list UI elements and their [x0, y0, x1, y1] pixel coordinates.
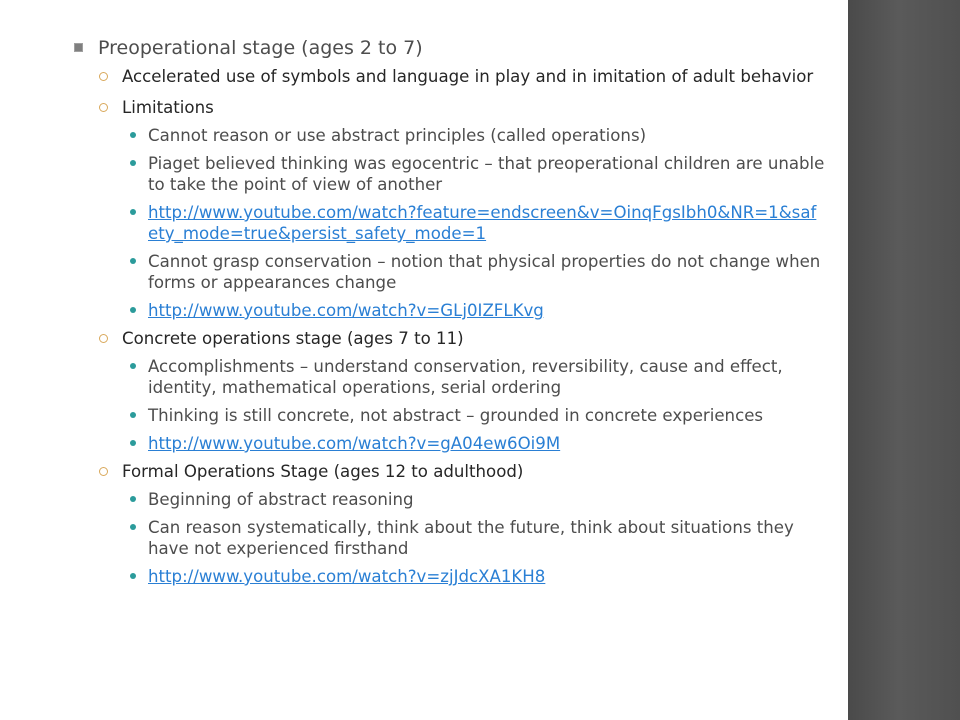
ring-bullet-icon	[99, 103, 108, 112]
item-text: Limitations	[122, 98, 214, 117]
video-link[interactable]: http://www.youtube.com/watch?v=GLj0IZFLKvg	[148, 301, 544, 320]
item-text: Can reason systematically, think about the future, think about situations they have not experienced firsthand	[148, 518, 794, 558]
list-item	[74, 517, 826, 559]
list-item	[74, 566, 826, 587]
item-text: Thinking is still concrete, not abstract – grounded in concrete experiences	[148, 406, 764, 425]
dot-bullet-icon	[130, 258, 136, 264]
list-item	[74, 433, 826, 454]
dot-bullet-icon	[130, 573, 136, 579]
list-item	[74, 300, 826, 321]
list-item	[74, 461, 826, 482]
item-text: Accomplishments – understand conservation, reversibility, cause and effect, identity, mathematical operations, serial ordering	[148, 357, 783, 397]
dot-bullet-icon	[130, 412, 136, 418]
ring-bullet-icon	[99, 334, 108, 343]
heading-text: Preoperational stage (ages 2 to 7)	[98, 37, 423, 59]
list-item	[74, 66, 826, 87]
video-link[interactable]: http://www.youtube.com/watch?v=gA04ew6Oi9M	[148, 434, 561, 453]
dot-bullet-icon	[130, 496, 136, 502]
dot-bullet-icon	[130, 160, 136, 166]
video-link[interactable]: http://www.youtube.com/watch?v=zjJdcXA1KH8	[148, 567, 546, 586]
item-text: Beginning of abstract reasoning	[148, 490, 414, 509]
item-text: Accelerated use of symbols and language in play and in imitation of adult behavior	[122, 67, 814, 86]
item-text: Concrete operations stage (ages 7 to 11)	[122, 329, 464, 348]
dot-bullet-icon	[130, 132, 136, 138]
list-item	[74, 251, 826, 293]
item-text: Cannot reason or use abstract principles (called operations)	[148, 126, 647, 145]
ring-bullet-icon	[99, 467, 108, 476]
dot-bullet-icon	[130, 307, 136, 313]
dot-bullet-icon	[130, 524, 136, 530]
heading-item	[74, 36, 826, 60]
dot-bullet-icon	[130, 363, 136, 369]
list-item	[74, 328, 826, 349]
list-item	[74, 405, 826, 426]
dot-bullet-icon	[130, 440, 136, 446]
item-text: Cannot grasp conservation – notion that physical properties do not change when forms or appearances change	[148, 252, 821, 292]
list-item	[74, 489, 826, 510]
ring-bullet-icon	[99, 72, 108, 81]
list-item	[74, 125, 826, 146]
side-panel	[848, 0, 960, 720]
list-item	[74, 97, 826, 118]
dot-bullet-icon	[130, 209, 136, 215]
item-text: Piaget believed thinking was egocentric – that preoperational children are unable to take the point of view of another	[148, 154, 825, 194]
slide-content	[74, 36, 826, 587]
square-bullet-icon	[74, 43, 83, 52]
list-item	[74, 356, 826, 398]
list-item	[74, 202, 826, 244]
video-link[interactable]: http://www.youtube.com/watch?feature=endscreen&v=OinqFgsIbh0&NR=1&safety_mode=true&persist_safety_mode=1	[148, 203, 817, 243]
list-item	[74, 153, 826, 195]
item-text: Formal Operations Stage (ages 12 to adulthood)	[122, 462, 524, 481]
